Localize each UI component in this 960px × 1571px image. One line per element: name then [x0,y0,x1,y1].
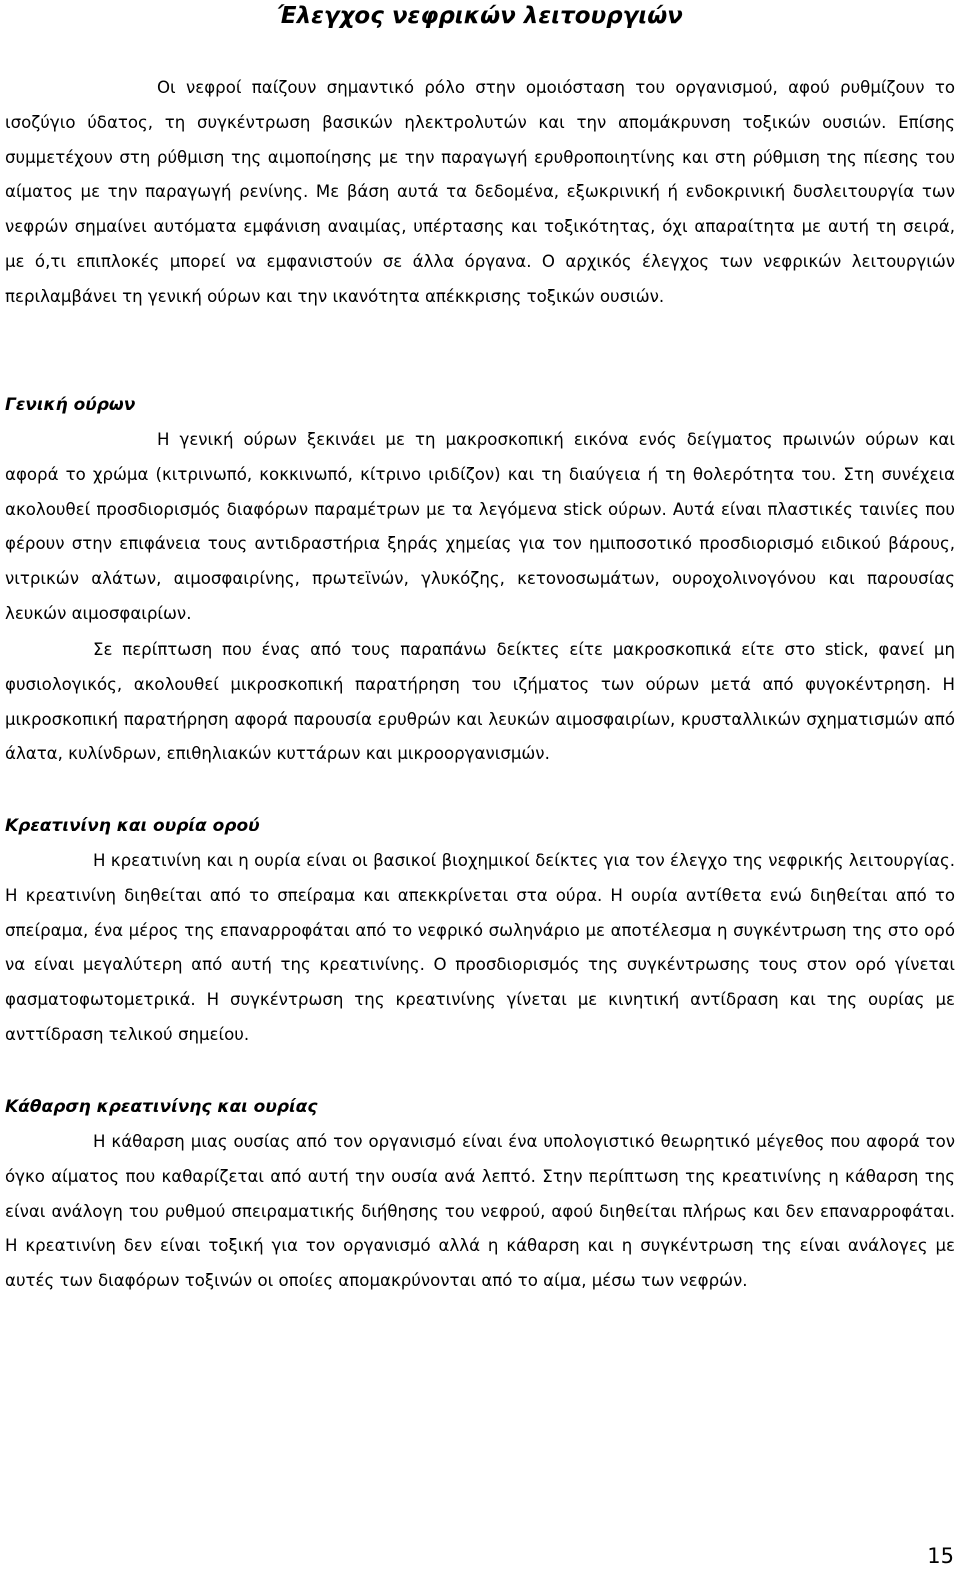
urinalysis-paragraph-2: Σε περίπτωση που ένας από τους παραπάνω δείκτες είτε μακροσκοπικά είτε στο stick, φανεί μη φυσιολογικός, ακολουθεί μικροσκοπική παρατήρηση του ιζήματος των ούρων μετά από φυγοκέντρηση. Η μικροσκοπική παρατήρηση αφορά παρουσία ερυθρών και λευκών αιμοσφαιρίων, κρυσταλλικών σχηματισμών από άλατα, κυλίνδρων, επιθηλιακών κυττάρων και μικροοργανισμών. [5,640,955,764]
intro-paragraph: Οι νεφροί παίζουν σημαντικό ρόλο στην ομοιόσταση του οργανισμού, αφού ρυθμίζουν το ισοζύγιο ύδατος, τη συγκέντρωση βασικών ηλεκτρολυτών και την απομάκρυνση τοξικών ουσιών. Επίσης συμμετέχουν στη ρύθμιση της αιμοποίησης με την παραγωγή ερυθροποιητίνης και στη ρύθμιση της πίεσης του αίματος με την παραγωγή ρενίνης. Με βάση αυτά τα δεδομένα, εξωκρινική ή ενδοκρινική δυσλειτουργία των νεφρών σημαίνει αυτόματα εμφάνιση αναιμίας, υπέρτασης και τοξικότητας, όχι απαραίτητα με αυτή τη σειρά, με ό,τι επιπλοκές μπορεί να εμφανιστούν σε άλλα όργανα. Ο αρχικός έλεγχος των νεφρικών λειτουργιών περιλαμβάνει τη γενική ούρων και την ικανότητα απέκκρισης τοξικών ουσιών. [5,78,955,306]
section-heading-urinalysis: Γενική ούρων [5,395,136,415]
clearance-paragraph: Η κάθαρση μιας ουσίας από τον οργανισμό είναι ένα υπολογιστικό θεωρητικό μέγεθος που αφορά τον όγκο αίματος που καθαρίζεται από αυτή την ουσία ανά λεπτό. Στην περίπτωση της κρεατινίνης η κάθαρση της είναι ανάλογη του ρυθμού σπειραματικής διήθησης του νεφρού, αφού διηθείται πλήρως και δεν επαναρροφάται. Η κρεατινίνη δεν είναι τοξική για τον οργανισμό αλλά η κάθαρση και η συγκέντρωση της είναι ανάλογες με αυτές των διαφόρων τοξινών οι οποίες απομακρύνονται από το αίμα, μέσω των νεφρών. [5,1132,955,1291]
section-heading-clearance: Κάθαρση κρεατινίνης και ουρίας [5,1097,318,1117]
page-number: 15 [927,1544,954,1568]
urinalysis-paragraph-1: Η γενική ούρων ξεκινάει με τη μακροσκοπική εικόνα ενός δείγματος πρωινών ούρων και αφορά το χρώμα (κιτρινωπό, κοκκινωπό, κίτρινο ιριδίζον) και τη διαύγεια ή τη θολερότητα του. Στη συνέχεια ακολουθεί προσδιορισμός διαφόρων παραμέτρων με τα λεγόμενα stick ούρων. Αυτά είναι πλαστικές ταινίες που φέρουν στην επιφάνεια τους αντιδραστήρια ξηράς χημείας για τον ημιποσοτικό προσδιορισμό ειδικού βάρους, νιτρικών αλάτων, αιμοσφαιρίνης, πρωτεϊνών, γλυκόζης, κετονοσωμάτων, ουροχολινογόνου και παρουσίας λευκών αιμοσφαιρίων. [5,430,955,623]
section-heading-creatinine-urea: Κρεατινίνη και ουρία ορού [5,816,260,836]
creatinine-urea-paragraph: Η κρεατινίνη και η ουρία είναι οι βασικοί βιοχημικοί δείκτες για τον έλεγχο της νεφρικής λειτουργίας. Η κρεατινίνη διηθείται από το σπείραμα και απεκκρίνεται στα ούρα. Η ουρία αντίθετα ενώ διηθείται από το σπείραμα, ένα μέρος της επαναρροφάται από το νεφρικό σωληνάριο με αποτέλεσμα η συγκέντρωση της στο ορό να είναι μεγαλύτερη από αυτή της κρεατινίνης. Ο προσδιορισμός της συγκέντρωσης τους στον ορό γίνεται φασματοφωτομετρικά. Η συγκέντρωση της κρεατινίνης γίνεται με κινητική αντίδραση και της ουρίας με ανττίδραση τελικού σημείου. [5,851,955,1044]
document-title: Έλεγχος νεφρικών λειτουργιών [277,3,683,29]
